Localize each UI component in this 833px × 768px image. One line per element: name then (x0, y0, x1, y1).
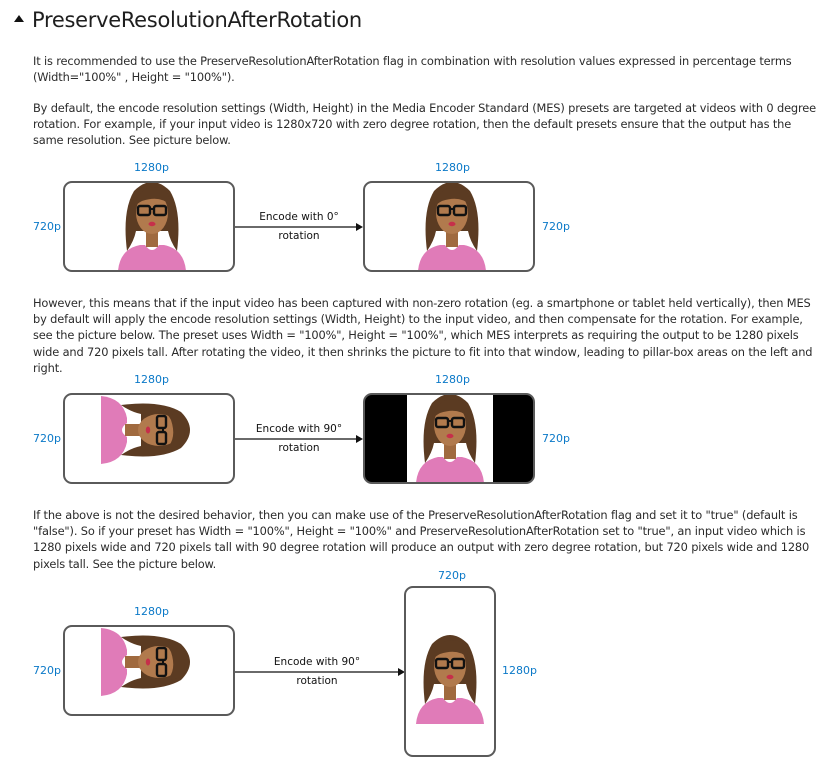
encode-line-2: rotation (278, 442, 320, 454)
heading-text: PreserveResolutionAfterRotation (32, 8, 362, 32)
person-image-rotated (101, 625, 201, 702)
input-video-frame (63, 625, 235, 716)
paragraph-3: However, this means that if the input video has been captured with non-zero rotation (eg. a smartphone or tablet held vertically), then MES by default will apply the encode resolution settings (Width, Height) to the input video, and then compensate for the rotation. For example, see the picture below. The preset uses Width = "100%", Height = "100%", which MES interprets as requiring the output to be 1280 pixels wide and 720 pixels tall. After rotating the video, it then shrinks the picture to fit into that window, leading to pillar-box areas on the left and right. (33, 296, 813, 375)
encode-line-1: Encode with 90° (273, 656, 361, 668)
person-image (410, 393, 490, 483)
input-video-frame (63, 393, 235, 484)
input-height-label: 720p (33, 664, 61, 677)
person-image (112, 181, 192, 271)
active-picture-area (407, 395, 493, 482)
paragraph-1: It is recommended to use the PreserveResolutionAfterRotation flag in combination with resolution values expressed in percentage terms (Width="100%" , Height = "100%"). (33, 54, 792, 85)
output-width-label: 1280p (435, 373, 470, 386)
output-width-label: 720p (438, 569, 466, 582)
encode-line-1: Encode with 0° (259, 211, 339, 223)
input-height-label: 720p (33, 220, 61, 233)
encode-line-1: Encode with 90° (255, 423, 343, 435)
input-height-label: 720p (33, 432, 61, 445)
output-video-frame-portrait (404, 586, 496, 757)
paragraph-4: If the above is not the desired behavior, then you can make use of the PreserveResolutionAfterRotation flag and set it to "true" (default is "false"). So if your preset has Width = "100%", Height = "100%" and PreserveResolutionAfterRotation set to "true", an input video which is 1280 pixels wide and 720 pixels tall with 90 degree rotation will produce an output with zero degree rotation, but 720 pixels wide and 1280 pixels tall. See the picture below. (33, 508, 810, 571)
person-image (410, 624, 490, 724)
output-height-label: 1280p (502, 664, 537, 677)
collapse-triangle-icon[interactable] (14, 15, 24, 22)
output-height-label: 720p (542, 432, 570, 445)
input-width-label: 1280p (134, 373, 169, 386)
output-video-frame (363, 181, 535, 272)
person-image-rotated (101, 393, 201, 470)
output-width-label: 1280p (435, 161, 470, 174)
output-video-frame-pillarbox (363, 393, 535, 484)
encode-line-2: rotation (296, 675, 338, 687)
encode-line-2: rotation (278, 230, 320, 242)
input-video-frame (63, 181, 235, 272)
paragraph-2: By default, the encode resolution settings (Width, Height) in the Media Encoder Standard (MES) presets are targeted at videos with 0 degree rotation. For example, if your input video is 1280x720 with zero degree rotation, then the default presets ensure that the output has the same resolution. See picture below. (33, 101, 817, 148)
input-width-label: 1280p (134, 161, 169, 174)
person-image (412, 181, 492, 271)
input-width-label: 1280p (134, 605, 169, 618)
output-height-label: 720p (542, 220, 570, 233)
section-heading (14, 8, 362, 32)
